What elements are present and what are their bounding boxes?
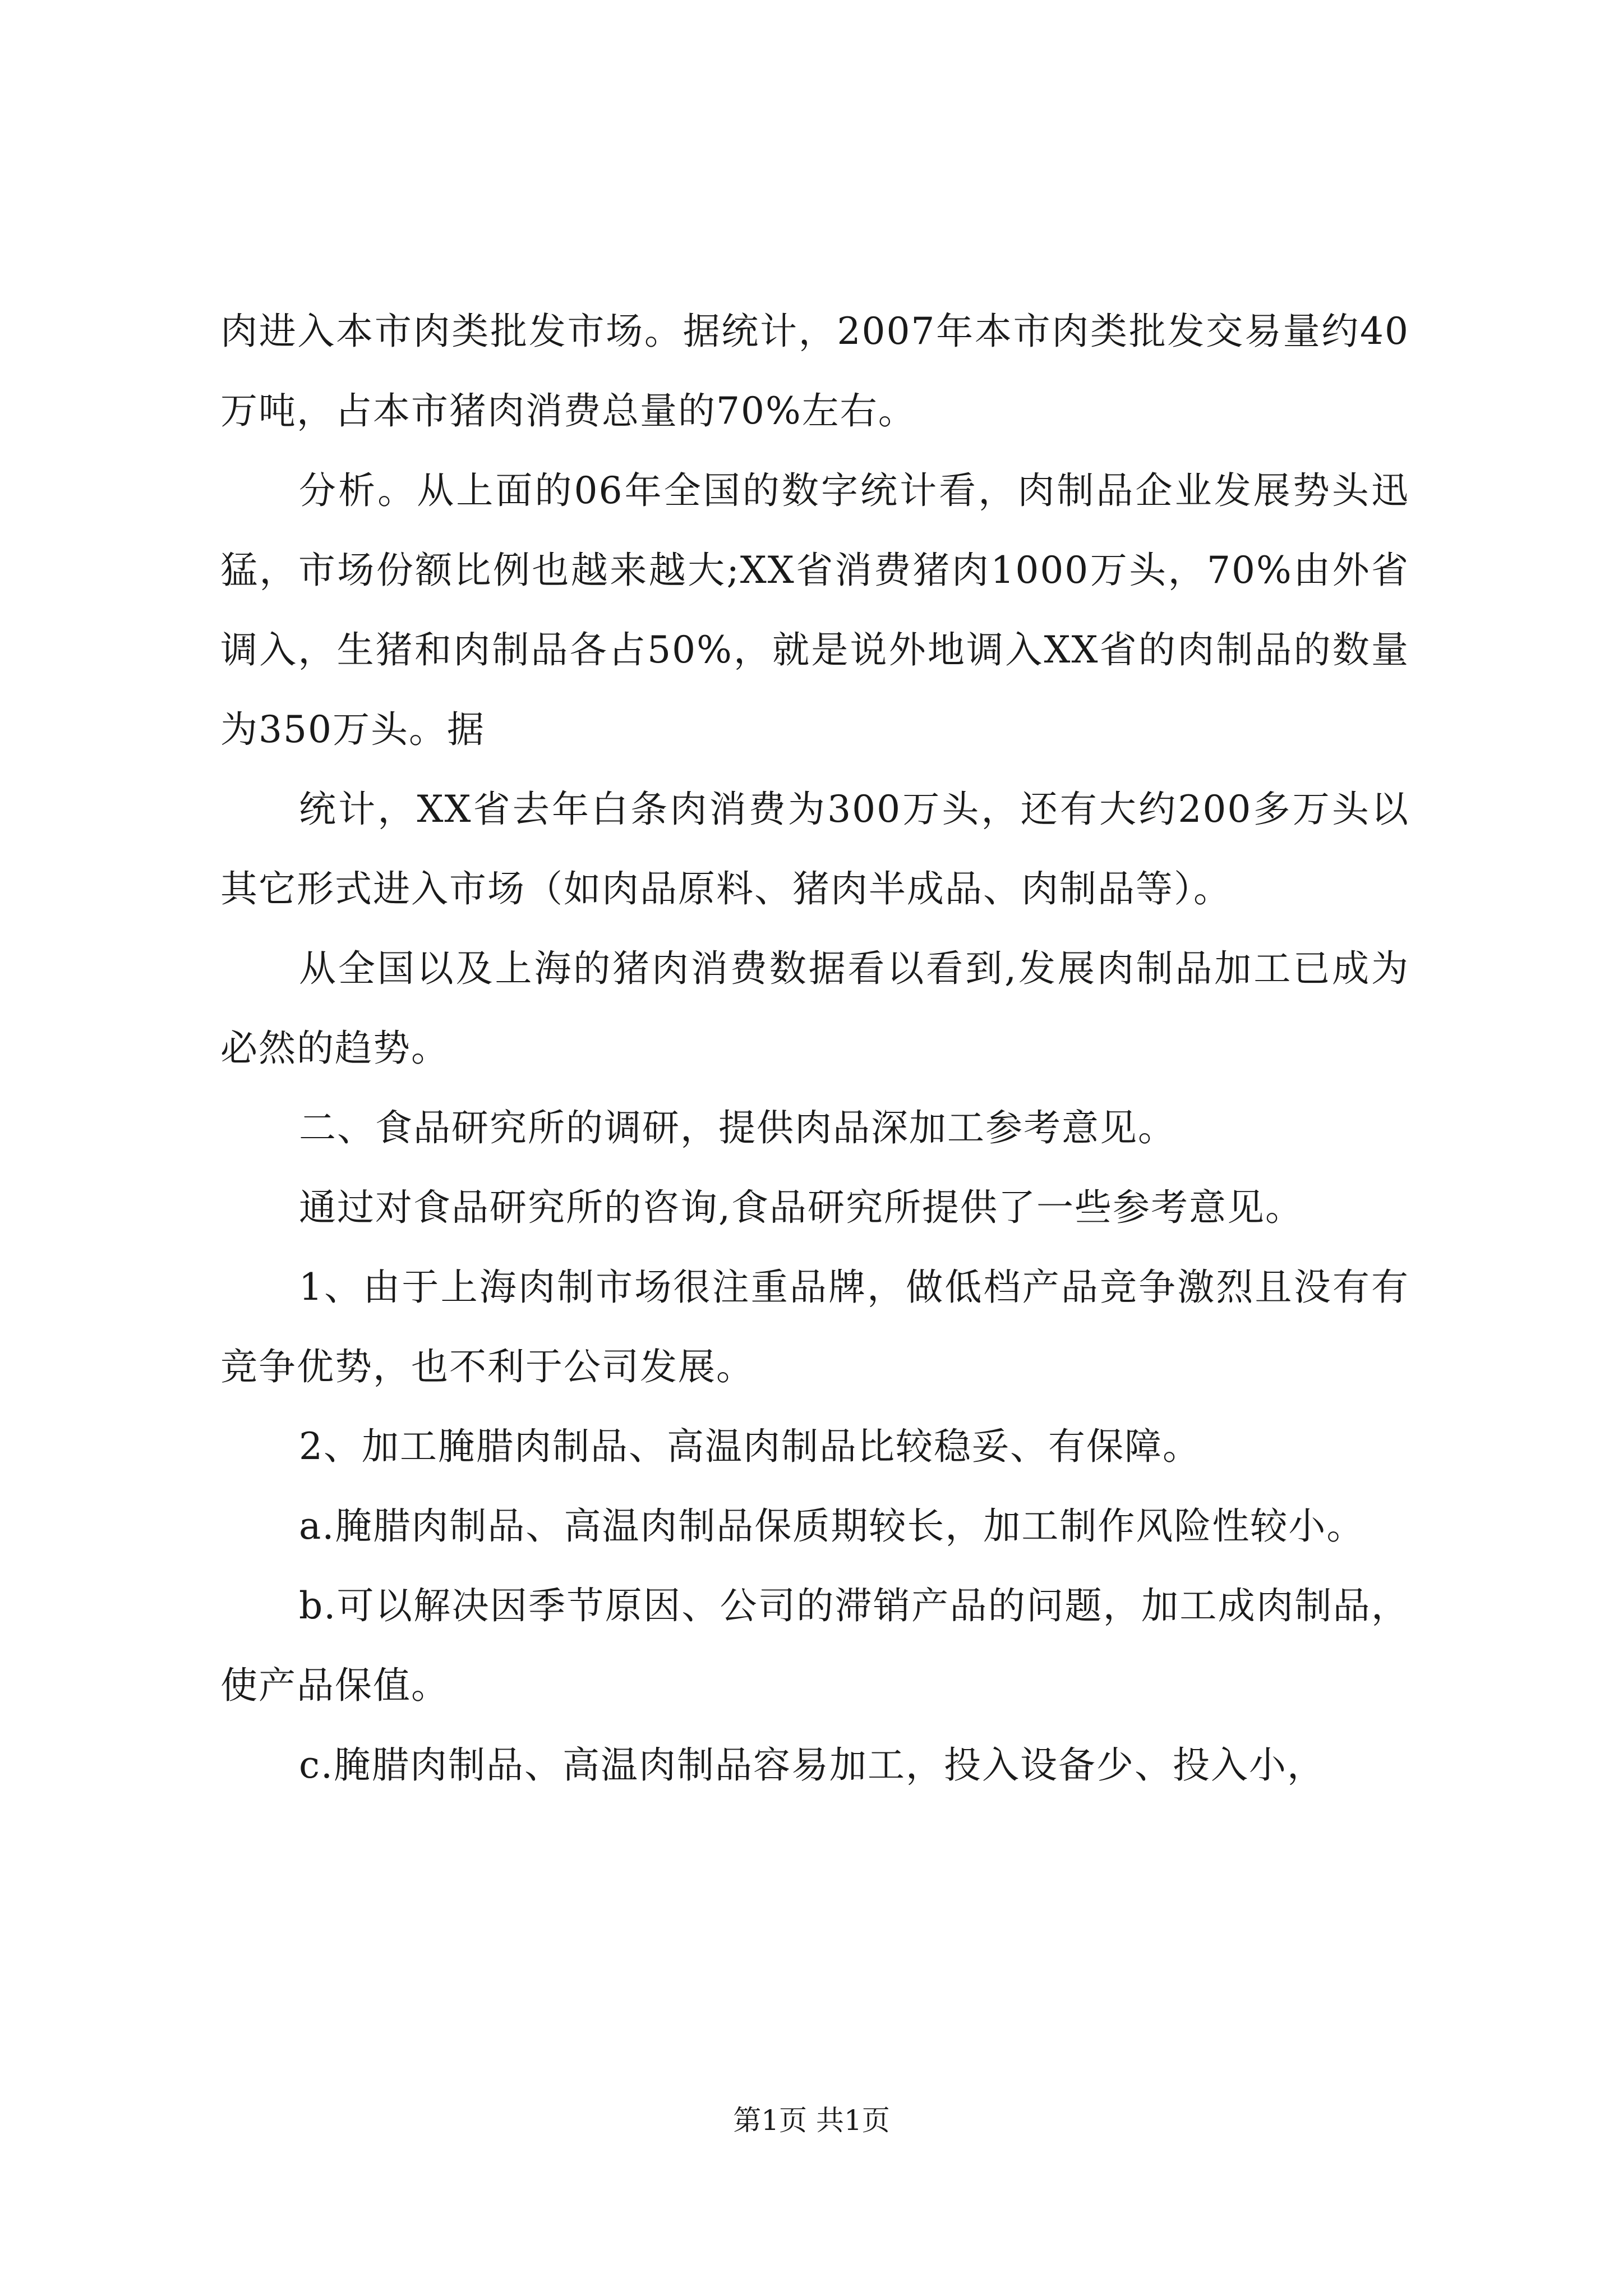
document-body [220,292,1409,1805]
sub-list-item: b.可以解决因季节原因、公司的滞销产品的问题，加工成肉制品，使产品保值。 [220,1584,1409,1707]
paragraph: 分析。从上面的06年全国的数字统计看，肉制品企业发展势头迅猛，市场份额比例也越来越大;XX省消费猪肉1000万头，70%由外省调入，生猪和肉制品各占50%，就是说外地调入XX省的肉制品的数量为350万头。据 [220,469,1409,751]
list-item: 1、由于上海肉制市场很注重品牌，做低档产品竞争激烈且没有有竞争优势，也不利于公司发展。 [220,1266,1409,1388]
paragraph: 肉进入本市肉类批发市场。据统计，2007年本市肉类批发交易量约40万吨，占本市猪肉消费总量的70%左右。 [220,310,1409,432]
paragraph: 统计，XX省去年白条肉消费为300万头，还有大约200多万头以其它形式进入市场（如肉品原料、猪肉半成品、肉制品等）。 [220,788,1409,910]
paragraph: 通过对食品研究所的咨询,食品研究所提供了一些参考意见。 [299,1186,1303,1229]
list-item: 2、加工腌腊肉制品、高温肉制品比较稳妥、有保障。 [299,1425,1201,1468]
sub-list-item: a.腌腊肉制品、高温肉制品保质期较长，加工制作风险性较小。 [299,1504,1365,1548]
sub-list-item: c.腌腊肉制品、高温肉制品容易加工，投入设备少、投入小， [299,1743,1325,1787]
section-heading: 二、食品研究所的调研，提供肉品深加工参考意见。 [299,1106,1176,1149]
paragraph: 从全国以及上海的猪肉消费数据看以看到,发展肉制品加工已成为必然的趋势。 [220,947,1409,1070]
page-footer: 第1页 共1页 [733,2104,890,2137]
